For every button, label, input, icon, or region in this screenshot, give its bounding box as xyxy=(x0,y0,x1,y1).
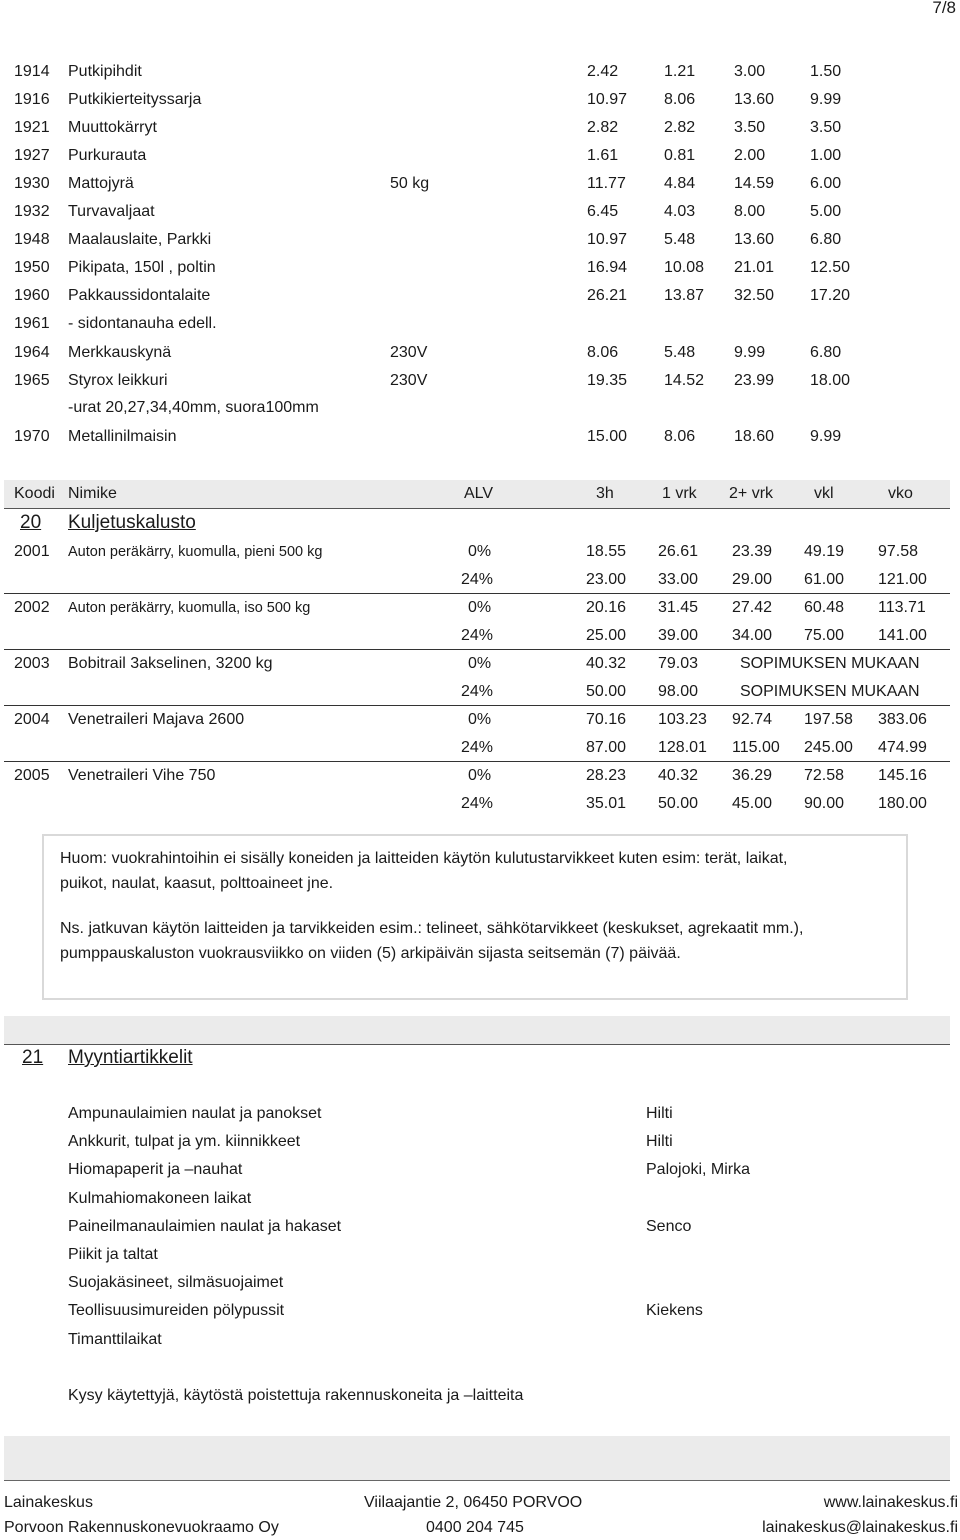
cell-name: Venetraileri Vihe 750 xyxy=(68,767,216,784)
table-row xyxy=(0,145,960,173)
cell-vko: 121.00 xyxy=(878,571,927,588)
cell-3h: 50.00 xyxy=(586,683,627,700)
list-item: Suojakäsineet, silmäsuojaimet xyxy=(68,1274,284,1292)
cell-2vrk: 45.00 xyxy=(732,795,773,812)
cell-vko: 474.99 xyxy=(878,739,927,756)
cell-p2: 13.87 xyxy=(664,287,705,304)
cell-2vrk: 36.29 xyxy=(732,767,773,784)
cell-p2: 4.84 xyxy=(664,175,696,192)
cell-p2: 0.81 xyxy=(664,147,696,164)
cell-name: Putkipihdit xyxy=(68,63,142,80)
cell-code: 1914 xyxy=(14,63,50,80)
cell-2vrk: 92.74 xyxy=(732,711,773,728)
table-row xyxy=(0,653,960,681)
header-code: Koodi xyxy=(14,485,55,502)
section-divider xyxy=(4,1044,950,1045)
note-line-4: pumppauskaluston vuokrausviikko on viiden (5) arkipäivän sijasta seitsemän (7) päivää. xyxy=(60,945,681,962)
section-band xyxy=(4,1016,950,1044)
note-box xyxy=(42,834,908,1000)
cell-p3: 21.01 xyxy=(734,259,775,276)
table-row xyxy=(0,117,960,145)
cell-3h: 20.16 xyxy=(586,599,627,616)
footer-band xyxy=(4,1436,950,1480)
note-line-1: Huom: vuokrahintoihin ei sisälly koneiden ja laitteiden käytön kulutustarvikkeet kuten esim: terät, laikat, xyxy=(60,850,788,867)
cell-alv: 24% xyxy=(461,683,494,700)
cell-p1: 2.82 xyxy=(587,119,619,136)
cell-p4: 6.00 xyxy=(810,175,842,192)
footer-phone[interactable]: 0400 204 745 xyxy=(426,1519,524,1536)
table-header xyxy=(4,480,950,509)
cell-name: Auton peräkärry, kuomulla, iso 500 kg xyxy=(68,600,311,616)
cell-code: 2001 xyxy=(14,543,50,560)
cell-2vrk: 27.42 xyxy=(732,599,773,616)
cell-code: 1964 xyxy=(14,344,50,361)
cell-1vrk: 128.01 xyxy=(658,739,707,756)
cell-1vrk: 33.00 xyxy=(658,571,699,588)
cell-alv: 0% xyxy=(468,711,492,728)
footer-divider xyxy=(4,1480,950,1481)
row-divider xyxy=(4,593,950,594)
table-row xyxy=(0,89,960,117)
cell-p1: 11.77 xyxy=(587,175,626,192)
cell-name: Purkurauta xyxy=(68,147,147,164)
cell-name: Maalauslaite, Parkki xyxy=(68,231,212,248)
list-item-supplier: Senco xyxy=(646,1217,692,1235)
cell-unit: 50 kg xyxy=(390,175,430,192)
header-1vrk: 1 vrk xyxy=(662,485,697,502)
cell-code: 1960 xyxy=(14,287,50,304)
note-line-3: Ns. jatkuvan käytön laitteiden ja tarvikkeiden esim.: telineet, sähkötarvikkeet (keskukset, agrekaatit mm.), xyxy=(60,920,804,937)
cell-code: 2003 xyxy=(14,655,50,672)
cell-unit: 230V xyxy=(390,372,428,389)
cell-p2: 5.48 xyxy=(664,344,696,361)
cell-p4: 1.50 xyxy=(810,63,842,80)
cell-3h: 70.16 xyxy=(586,711,627,728)
table-row xyxy=(0,541,960,569)
footer-email[interactable]: lainakeskus@lainakeskus.fi xyxy=(762,1519,958,1536)
section-20-title: Kuljetuskalusto xyxy=(68,512,196,533)
cell-name: Bobitrail 3akselinen, 3200 kg xyxy=(68,655,273,672)
cell-1vrk: 103.23 xyxy=(658,711,707,728)
cell-p1: 10.97 xyxy=(587,91,628,108)
cell-code: 2002 xyxy=(14,599,50,616)
cell-code: 1921 xyxy=(14,119,50,136)
cell-p3: 13.60 xyxy=(734,91,775,108)
page-number: 7/8 xyxy=(932,0,956,17)
row-divider xyxy=(4,649,950,650)
cell-2vrk: 23.39 xyxy=(732,543,773,560)
cell-p4: 5.00 xyxy=(810,203,842,220)
cell-name: Metallinilmaisin xyxy=(68,428,177,445)
cell-p3: 3.50 xyxy=(734,119,766,136)
cell-name: Styrox leikkuri xyxy=(68,372,168,389)
cell-name: Mattojyrä xyxy=(68,175,134,192)
cell-alv: 0% xyxy=(468,655,492,672)
list-item-supplier: Kiekens xyxy=(646,1302,703,1320)
cell-p2: 8.06 xyxy=(664,91,696,108)
table-row xyxy=(0,342,960,370)
cell-p1: 2.42 xyxy=(587,63,619,80)
cell-2vrk: 29.00 xyxy=(732,571,773,588)
cell-vko: 97.58 xyxy=(878,543,919,560)
list-item: Paineilmanaulaimien naulat ja hakaset xyxy=(68,1217,342,1235)
section-20-number: 20 xyxy=(20,512,42,533)
cell-alv: 24% xyxy=(461,627,494,644)
cell-alv: 0% xyxy=(468,767,492,784)
cell-p4: 6.80 xyxy=(810,231,842,248)
cell-p3: 18.60 xyxy=(734,428,775,445)
cell-1vrk: 79.03 xyxy=(658,655,699,672)
cell-code: 1961 xyxy=(14,315,50,332)
table-row xyxy=(0,229,960,257)
table-row xyxy=(0,257,960,285)
cell-alv: 24% xyxy=(461,739,494,756)
cell-p1: 6.45 xyxy=(587,203,619,220)
cell-name: Pakkaussidontalaite xyxy=(68,287,211,304)
cell-vkl: 90.00 xyxy=(804,795,845,812)
cell-1vrk: 40.32 xyxy=(658,767,699,784)
list-item-supplier: Hilti xyxy=(646,1133,673,1151)
cell-p1: 15.00 xyxy=(587,428,628,445)
cell-p2: 5.48 xyxy=(664,231,696,248)
cell-name: Turvavaljaat xyxy=(68,203,155,220)
cell-p1: 10.97 xyxy=(587,231,628,248)
cell-code: 1970 xyxy=(14,428,50,445)
header-vko: vko xyxy=(888,485,913,502)
cell-code: 1930 xyxy=(14,175,50,192)
header-2vrk: 2+ vrk xyxy=(729,485,774,502)
cell-alv: 24% xyxy=(461,571,494,588)
cell-p4: 3.50 xyxy=(810,119,842,136)
cell-vko: 383.06 xyxy=(878,711,927,728)
section-21-number: 21 xyxy=(22,1047,44,1068)
cell-p3: 13.60 xyxy=(734,231,775,248)
cell-vko: 113.71 xyxy=(878,599,926,616)
cell-p2: 2.82 xyxy=(664,119,696,136)
cell-code: 2004 xyxy=(14,711,50,728)
cell-vko: 145.16 xyxy=(878,767,927,784)
cell-p3: 3.00 xyxy=(734,63,766,80)
cell-name: -urat 20,27,34,40mm, suora100mm xyxy=(68,399,319,416)
cell-p1: 1.61 xyxy=(587,147,619,164)
cell-3h: 18.55 xyxy=(586,543,627,560)
row-divider xyxy=(4,705,950,706)
cell-3h: 35.01 xyxy=(586,795,627,812)
cell-vkl: 245.00 xyxy=(804,739,853,756)
list-item: Hiomapaperit ja –nauhat xyxy=(68,1161,243,1179)
cell-p3: 2.00 xyxy=(734,147,766,164)
cell-vkl: 49.19 xyxy=(804,543,845,560)
table-row xyxy=(0,709,960,737)
cell-vkl: 72.58 xyxy=(804,767,845,784)
footer-website[interactable]: www.lainakeskus.fi xyxy=(823,1494,958,1511)
table-row xyxy=(0,765,960,793)
note-line-2: puikot, naulat, kaasut, polttoaineet jne. xyxy=(60,875,334,892)
cell-vko: 180.00 xyxy=(878,795,927,812)
cell-p4: 1.00 xyxy=(810,147,842,164)
cell-p4: 6.80 xyxy=(810,344,842,361)
cell-vko: 141.00 xyxy=(878,627,927,644)
cell-vkl: 61.00 xyxy=(804,571,845,588)
table-row xyxy=(0,173,960,201)
cell-p4: 12.50 xyxy=(810,259,851,276)
header-name: Nimike xyxy=(68,485,117,502)
cell-p1: 8.06 xyxy=(587,344,619,361)
list-item-supplier: Palojoki, Mirka xyxy=(646,1161,751,1179)
list-item: Ankkurit, tulpat ja ym. kiinnikkeet xyxy=(68,1133,301,1151)
cell-name: Auton peräkärry, kuomulla, pieni 500 kg xyxy=(68,544,323,560)
cell-vkl: 75.00 xyxy=(804,627,845,644)
cell-alv: 0% xyxy=(468,599,492,616)
cell-p2: 1.21 xyxy=(664,63,696,80)
cell-p3: 8.00 xyxy=(734,203,766,220)
cell-code: 1916 xyxy=(14,91,50,108)
cell-1vrk: 26.61 xyxy=(658,543,699,560)
cell-3h: 87.00 xyxy=(586,739,627,756)
cell-alv: 0% xyxy=(468,543,492,560)
cell-name: - sidontanauha edell. xyxy=(68,315,217,332)
cell-p2: 8.06 xyxy=(664,428,696,445)
cell-name: Muuttokärryt xyxy=(68,119,157,136)
cell-3h: 40.32 xyxy=(586,655,627,672)
cell-code: 1932 xyxy=(14,203,50,220)
cell-vkl: 60.48 xyxy=(804,599,845,616)
table-row xyxy=(0,426,960,454)
cell-agreement: SOPIMUKSEN MUKAAN xyxy=(740,683,920,700)
ask-used-machines: Kysy käytettyjä, käytöstä poistettuja rakennuskoneita ja –laitteita xyxy=(68,1387,524,1404)
cell-1vrk: 98.00 xyxy=(658,683,699,700)
cell-1vrk: 50.00 xyxy=(658,795,699,812)
list-item: Kulmahiomakoneen laikat xyxy=(68,1189,252,1207)
cell-p2: 10.08 xyxy=(664,259,705,276)
table-row xyxy=(0,285,960,313)
cell-p3: 14.59 xyxy=(734,175,775,192)
cell-p4: 9.99 xyxy=(810,428,842,445)
cell-p3: 23.99 xyxy=(734,372,775,389)
cell-name: Venetraileri Majava 2600 xyxy=(68,711,245,728)
row-divider xyxy=(4,761,950,762)
list-item: Piikit ja taltat xyxy=(68,1246,158,1263)
footer-company-short: Lainakeskus xyxy=(4,1494,93,1511)
header-3h: 3h xyxy=(596,485,614,502)
table-row xyxy=(0,597,960,625)
cell-name: Putkikierteityssarja xyxy=(68,91,202,108)
cell-code: 2005 xyxy=(14,767,50,784)
cell-p3: 9.99 xyxy=(734,344,766,361)
table-row xyxy=(0,313,960,341)
cell-1vrk: 39.00 xyxy=(658,627,699,644)
cell-unit: 230V xyxy=(390,344,428,361)
list-item: Teollisuusimureiden pölypussit xyxy=(68,1302,285,1320)
table-row xyxy=(0,201,960,229)
header-vkl: vkl xyxy=(814,485,834,502)
cell-alv: 24% xyxy=(461,795,494,812)
cell-p4: 18.00 xyxy=(810,372,851,389)
cell-agreement: SOPIMUKSEN MUKAAN xyxy=(740,655,920,672)
cell-code: 1927 xyxy=(14,147,50,164)
list-item-supplier: Hilti xyxy=(646,1105,673,1122)
cell-3h: 23.00 xyxy=(586,571,627,588)
footer-address: Viilaajantie 2, 06450 PORVOO xyxy=(364,1494,583,1511)
cell-code: 1950 xyxy=(14,259,50,276)
footer-company-full: Porvoon Rakennuskonevuokraamo Oy xyxy=(4,1519,279,1536)
cell-p1: 26.21 xyxy=(587,287,628,304)
cell-3h: 28.23 xyxy=(586,767,627,784)
table-row xyxy=(0,370,960,398)
cell-2vrk: 115.00 xyxy=(732,739,780,756)
cell-1vrk: 31.45 xyxy=(658,599,699,616)
cell-code: 1948 xyxy=(14,231,50,248)
cell-name: Pikipata, 150l , poltin xyxy=(68,259,216,276)
cell-vkl: 197.58 xyxy=(804,711,853,728)
cell-p1: 16.94 xyxy=(587,259,628,276)
table-row xyxy=(0,793,960,821)
cell-p2: 4.03 xyxy=(664,203,696,220)
table-row xyxy=(0,61,960,89)
cell-p1: 19.35 xyxy=(587,372,628,389)
cell-p3: 32.50 xyxy=(734,287,775,304)
section-21-title: Myyntiartikkelit xyxy=(68,1047,193,1068)
cell-p4: 17.20 xyxy=(810,287,851,304)
list-item: Timanttilaikat xyxy=(68,1330,162,1348)
header-alv: ALV xyxy=(464,485,494,502)
cell-name: Merkkauskynä xyxy=(68,344,172,361)
cell-p4: 9.99 xyxy=(810,91,842,108)
cell-3h: 25.00 xyxy=(586,627,627,644)
cell-2vrk: 34.00 xyxy=(732,627,773,644)
cell-code: 1965 xyxy=(14,372,50,389)
cell-p2: 14.52 xyxy=(664,372,705,389)
list-item: Ampunaulaimien naulat ja panokset xyxy=(68,1105,322,1122)
table-row xyxy=(0,397,960,425)
